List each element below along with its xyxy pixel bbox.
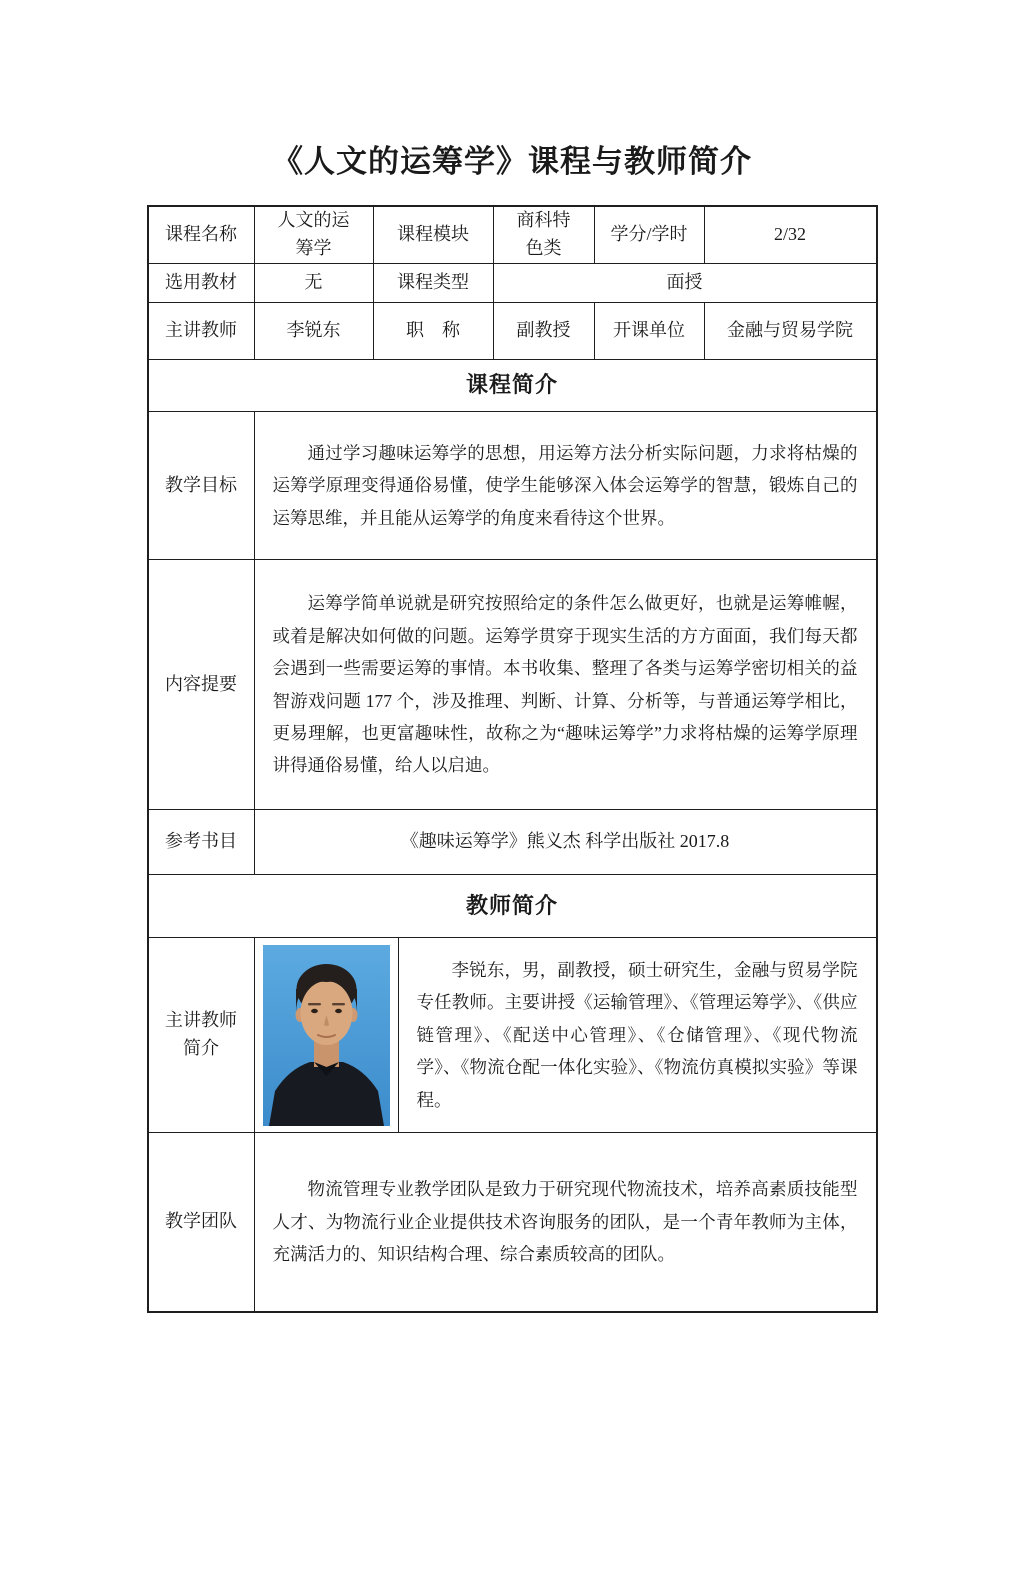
- teacher-photo-cell: [255, 938, 399, 1132]
- course-type-label: 课程类型: [374, 264, 494, 302]
- table-row-references: [149, 810, 876, 875]
- table-row-summary: [149, 560, 876, 810]
- teacher-bio-text: 李锐东，男，副教授，硕士研究生，金融与贸易学院专任教师。主要讲授《运输管理》、《管理运筹学》、《供应链管理》、《配送中心管理》、《仓储管理》、《现代物流学》、《物流仓配一体化实验》、《物流仿真模拟实验》等课程。: [416, 960, 858, 1110]
- eye-left: [311, 1008, 318, 1012]
- offering-unit-label: 开课单位: [595, 303, 705, 359]
- table-row-team: [149, 1133, 876, 1311]
- eyebrow-left: [308, 1003, 321, 1005]
- course-name-value: 人文的运筹学: [255, 207, 374, 263]
- textbook-label: 选用教材: [149, 264, 255, 302]
- lead-teacher-value: 李锐东: [255, 303, 374, 359]
- table-row-textbook: [149, 264, 876, 303]
- face: [300, 981, 352, 1045]
- objectives-cell: [255, 412, 876, 559]
- team-text: 物流管理专业教学团队是致力于研究现代物流技术，培养高素质技能型人才、为物流行业企业提供技术咨询服务的团队，是一个青年教师为主体，充满活力的、知识结构合理、综合素质较高的团队。: [272, 1179, 858, 1265]
- professional-title-value: 副教授: [494, 303, 595, 359]
- lead-teacher-label: 主讲教师: [149, 303, 255, 359]
- course-module-label: 课程模块: [374, 207, 494, 263]
- course-info-table: [147, 205, 878, 1313]
- course-type-value: 面授: [666, 272, 703, 293]
- references-text: 《趣味运筹学》熊义杰 科学出版社 2017.8: [400, 831, 730, 852]
- summary-text: 运筹学简单说就是研究按照给定的条件怎么做更好，也就是运筹帷幄，或着是解决如何做的问题。运筹学贯穿于现实生活的方方面面，我们每天都会遇到一些需要运筹的事情。本书收集、整理了各类与运筹学密切相关的益智游戏问题 177 个，涉及推理、判断、计算、分析等，与普通运筹学相比，更易理解，也更富趣味性，故称之为“趣味运筹学”力求将枯燥的运筹学原理讲得通俗易懂，给人以启迪。: [272, 593, 858, 776]
- references-label: 参考书目: [149, 810, 255, 874]
- textbook-value: 无: [255, 264, 374, 302]
- summary-cell: [255, 560, 876, 809]
- credit-hours-value: 2/32: [773, 224, 806, 245]
- objectives-label: 教学目标: [149, 412, 255, 559]
- teacher-bio-cell: [399, 938, 876, 1132]
- summary-label: 内容提要: [149, 560, 255, 809]
- credit-hours-label: 学分/学时: [595, 207, 705, 263]
- eyebrow-right: [332, 1003, 345, 1005]
- table-row-teacher-intro-header: [149, 875, 876, 938]
- team-label: 教学团队: [149, 1133, 255, 1311]
- professional-title-label: 职 称: [374, 303, 494, 359]
- table-row-course-intro-header: [149, 360, 876, 412]
- table-row-teacher: [149, 303, 876, 360]
- teacher-intro-header: 教师简介: [465, 892, 558, 918]
- course-intro-header: 课程简介: [465, 372, 558, 398]
- course-name-label: 课程名称: [149, 207, 255, 263]
- page-title: 《人文的运筹学》课程与教师简介: [272, 144, 752, 179]
- objectives-text: 通过学习趣味运筹学的思想，用运筹方法分析实际问题，力求将枯燥的运筹学原理变得通俗易懂，使学生能够深入体会运筹学的智慧，锻炼自己的运筹思维，并且能从运筹学的角度来看待这个世界。: [272, 442, 858, 528]
- table-row-objectives: [149, 412, 876, 560]
- table-row-course-name: [149, 207, 876, 264]
- eye-right: [335, 1008, 342, 1012]
- teacher-bio-label: 主讲教师简介: [149, 938, 255, 1132]
- offering-unit-value: 金融与贸易学院: [727, 320, 853, 341]
- team-cell: [255, 1133, 876, 1311]
- course-module-value: 商科特色类: [494, 207, 595, 263]
- teacher-photo: [263, 945, 390, 1126]
- table-row-teacher-bio: [149, 938, 876, 1133]
